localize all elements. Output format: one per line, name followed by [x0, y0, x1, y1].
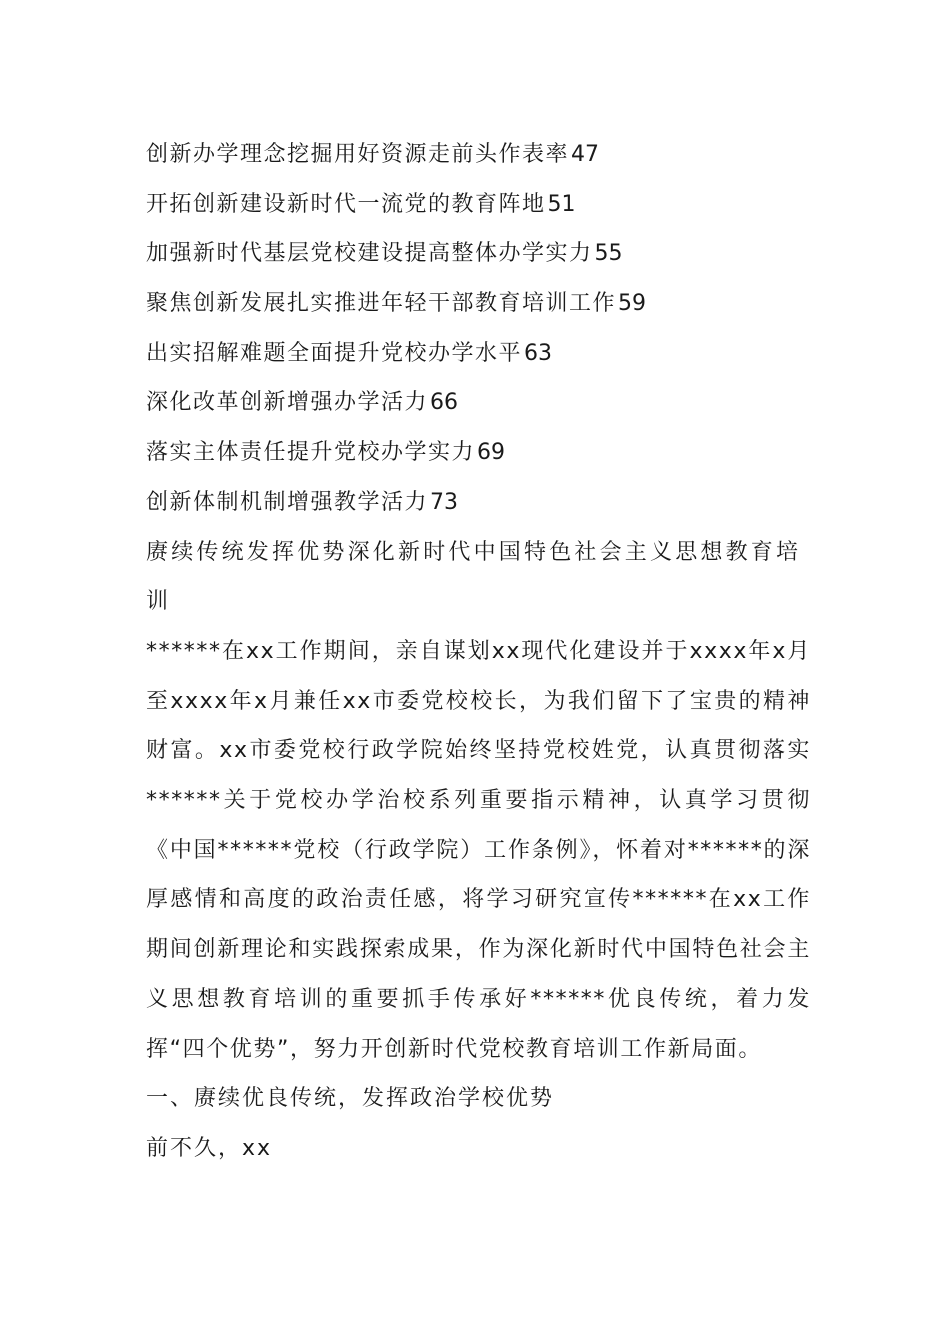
- toc-entry[interactable]: [146, 180, 816, 230]
- document-content: [146, 130, 816, 1174]
- toc-entry-title: 出实招解难题全面提升党校办学水平: [146, 340, 523, 366]
- toc-entry-page: 63: [524, 340, 553, 366]
- toc-entry[interactable]: [146, 229, 816, 279]
- section-heading: 一、赓续优良传统，发挥政治学校优势: [146, 1086, 555, 1112]
- toc-entry-page: 66: [430, 390, 459, 416]
- intro-paragraph: ******在xx工作期间，亲自谋划xx现代化建设并于xxxx年x月至xxxx年x月兼任xx市委党校校长，为我们留下了宝贵的精神财富。xx市委党校行政学院始终坚持党校姓党，认真贯彻落实******关于党校办学治校系列重要指示精神，认真学习贯彻《中国******党校（行政学院）工作条例》，怀着对******的深厚感情和高度的政治责任感，将学习研究宣传******在xx工作期间创新理论和实践探索成果，作为深化新时代中国特色社会主义思想教育培训的重要抓手传承好******优良传统，着力发挥“四个优势”，努力开创新时代党校教育培训工作新局面。: [146, 638, 811, 1062]
- toc-entry[interactable]: [146, 130, 816, 180]
- toc-entry-title: 创新办学理念挖掘用好资源走前头作表率: [146, 142, 570, 167]
- toc-entry[interactable]: [146, 329, 816, 379]
- toc-entry-page: 55: [594, 241, 623, 267]
- toc-entry-page: 73: [430, 489, 459, 515]
- article-title: 赓续传统发挥优势深化新时代中国特色社会主义思想教育培训: [146, 539, 802, 615]
- toc-entry[interactable]: [146, 279, 816, 329]
- toc-entry-title: 落实主体责任提升党校办学实力: [146, 440, 476, 466]
- toc-entry-title: 创新体制机制增强教学活力: [146, 489, 429, 515]
- toc-entry-title: 开拓创新建设新时代一流党的教育阵地: [146, 191, 546, 217]
- toc-entry-page: 59: [618, 291, 647, 317]
- toc-entry-title: 深化改革创新增强办学活力: [146, 390, 429, 416]
- toc-entry-page: 47: [571, 142, 600, 167]
- toc-entry-page: 69: [477, 440, 506, 466]
- toc-entry[interactable]: [146, 478, 816, 528]
- toc-entry[interactable]: [146, 378, 816, 428]
- toc-entry-title: 加强新时代基层党校建设提高整体办学实力: [146, 241, 593, 267]
- section-paragraph-start: 前不久，xx: [146, 1135, 273, 1161]
- toc-entry[interactable]: [146, 428, 816, 478]
- toc-entry-page: 51: [547, 191, 576, 217]
- toc-entry-title: 聚焦创新发展扎实推进年轻干部教育培训工作: [146, 291, 617, 317]
